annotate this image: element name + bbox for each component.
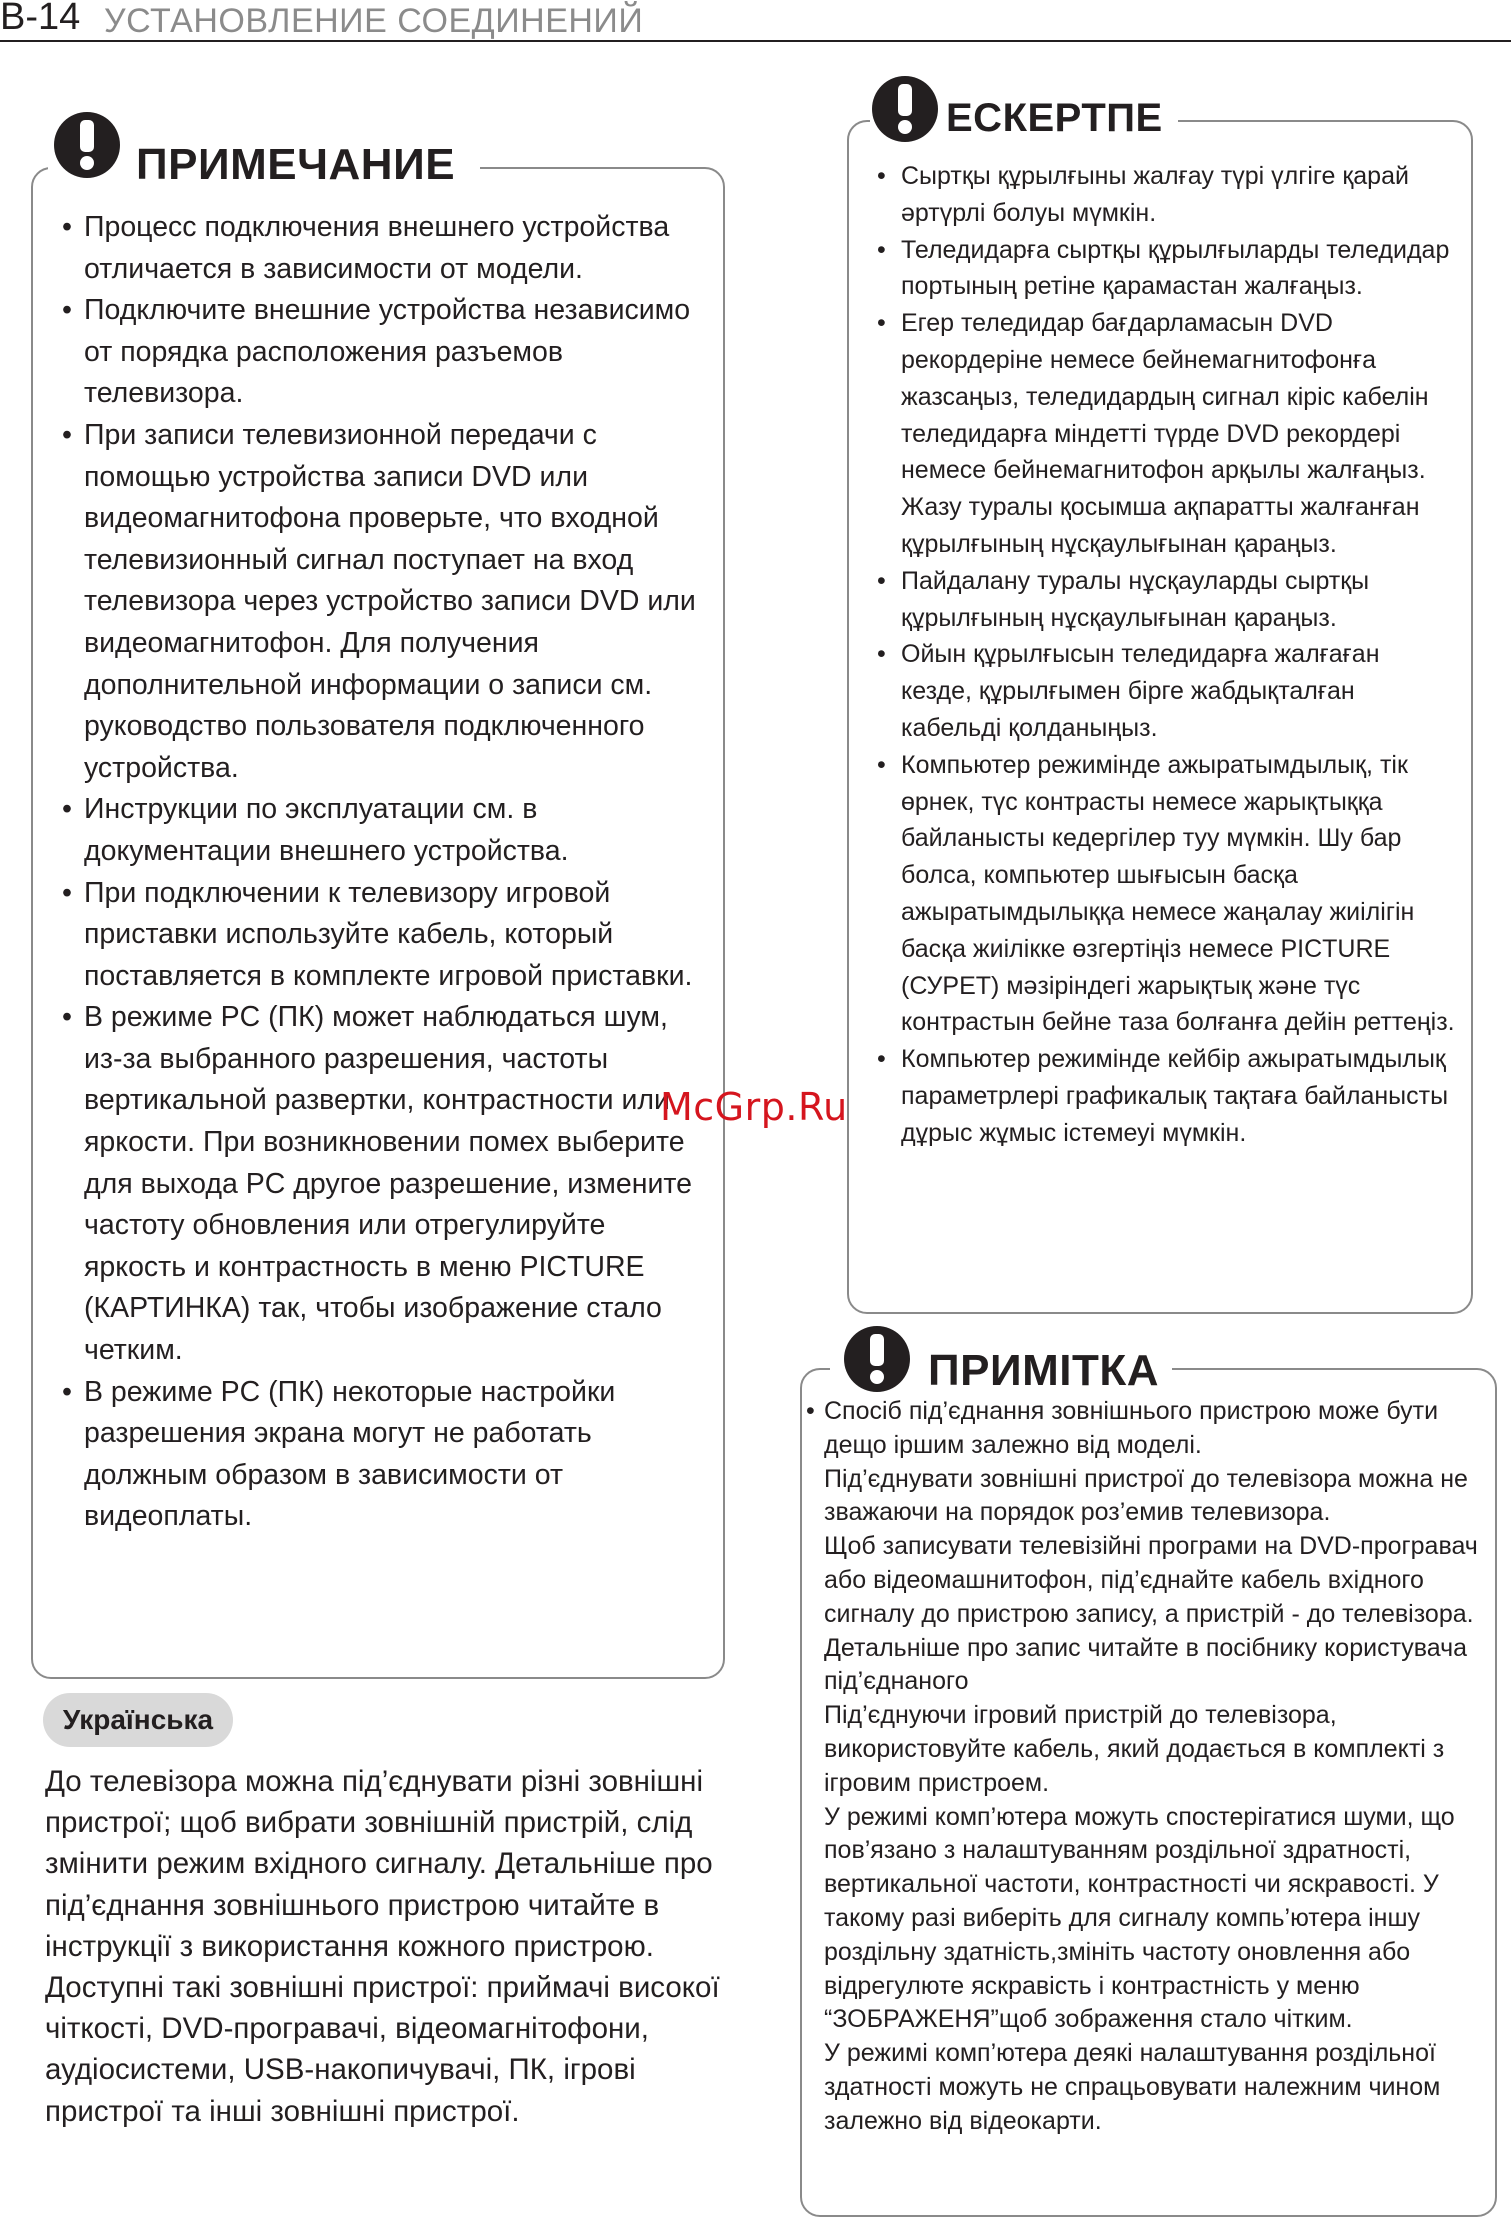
- list-item: • Подключите внешние устройства независимо от порядка расположения разъемов телевизора.: [62, 290, 712, 415]
- watermark: McGrp.Ru: [660, 1085, 848, 1129]
- list-item: • Ойын құрылғысын теледидарға жалғаған кезде, құрылғымен бірге жабдықталған кабельді қолданыңыз.: [877, 636, 1457, 746]
- list-item: • Теледидарға сыртқы құрылғыларды теледидар портының ретіне қарамастан жалғаңыз.: [877, 232, 1457, 306]
- list-item: • В режиме PC (ПК) может наблюдаться шум, из-за выбранного разрешения, частоты вертикальной развертки, контрастности или яркости. При возникновении помех выберите для выхода PC другое разрешение, измените частоту обновления или отрегулируйте яркость и контрастность в меню PICTURE (КАРТИНКА) так, чтобы изображение стало четким.: [62, 997, 712, 1371]
- language-badge: Українська: [43, 1693, 233, 1747]
- note-title-kz: ЕСКЕРТПЕ: [946, 96, 1163, 140]
- list-item: • Инструкции по эксплуатации см. в документации внешнего устройства.: [62, 789, 712, 872]
- list-item: • Компьютер режимінде ажыратымдылық, тік өрнек, түс контрасты немесе жарықтыққа байланысты кедергілер туу мүмкін. Шу бар болса, компьютер шығысын басқа ажыратымдылыққа немесе жаңалау жиілігін басқа жиілікке өзгертіңіз немесе PICTURE (СУРЕТ) мәзіріндегі жарықтық және түс контрастын бейне таза болғанға дейін реттеңіз.: [877, 747, 1457, 1041]
- list-item: • При подключении к телевизору игровой приставки используйте кабель, который поставляется в комплекте игровой приставки.: [62, 873, 712, 998]
- list-item: • В режиме PC (ПК) некоторые настройки разрешения экрана могут не работать должным образом в зависимости от видеоплаты.: [62, 1372, 712, 1538]
- list-item: • Егер теледидар бағдарламасын DVD рекордеріне немесе бейнемагнитофонға жазсаңыз, теледидардың сигнал кіріс кабелін теледидарға міндетті түрде DVD рекордері немесе бейнемагнитофон арқылы жалғаңыз. Жазу туралы қосымша ақпаратты жалғанған құрылғының нұсқаулығынан қараңыз.: [877, 305, 1457, 563]
- list-item: • Компьютер режимінде кейбір ажыратымдылық параметрлері графикалық тақтаға байланысты дұрыс жұмыс істемеуі мүмкін.: [877, 1041, 1457, 1151]
- paragraph: Щоб записувати телевізійні програми на DVD-програвач або відеомашнитофон, під’єднайте кабель вхідного сигналу до пристрою запису, а пристрій - до телевізора. Детальніше про запис читайте в посібнику користувача під’єднаного: [824, 1532, 1478, 1696]
- page-header: [0, 0, 1511, 42]
- exclamation-icon: [844, 1326, 910, 1392]
- page-number: B-14: [0, 0, 81, 38]
- list-item: • Сыртқы құрылғыны жалғау түрі үлгіге қарай әртүрлі болуы мүмкін.: [877, 158, 1457, 232]
- list-item: • При записи телевизионной передачи с помощью устройства записи DVD или видеомагнитофона проверьте, что входной телевизионный сигнал поступает на вход телевизора через устройство записи DVD или видеомагнитофон. Для получения дополнительной информации о записи см. руководство пользователя подключенного устройства.: [62, 415, 712, 789]
- exclamation-icon: [872, 76, 938, 142]
- paragraph: Під’єднуючи ігровий пристрій до телевізора, використовуйте кабель, який додається в комплекті з ігровим пристроем.: [824, 1701, 1445, 1797]
- list-item: • Процесс подключения внешнего устройства отличается в зависимости от модели.: [62, 207, 712, 290]
- page-title: УСТАНОВЛЕНИЕ СОЕДИНЕНИЙ: [104, 2, 644, 40]
- paragraph: У режимі комп’ютера можуть спостерігатися шуми, що пов’язано з налаштуванням роздільної здратності, вертикальної частоти, контрастності чи яскравості. У такому разі виберіть для сигналу компь’ютера іншу роздільну здатність,змініть частоту оновлення або відрегулюте яскравість і контрастність у меню “ЗОБРАЖЕНЯ”щоб зображення стало чітким.: [824, 1802, 1455, 2034]
- note-title-ua: ПРИМІТКА: [928, 1346, 1159, 1395]
- note-list-kz: [877, 158, 1457, 1152]
- note-list-ru: [62, 207, 712, 1538]
- paragraph: • Спосіб під’єднання зовнішнього пристрою може бути дещо іршим залежно від моделі.: [806, 1395, 1496, 1463]
- exclamation-icon: [54, 112, 120, 178]
- note-title-ru: ПРИМЕЧАНИЕ: [136, 140, 456, 189]
- language-intro: До телевізора можна під’єднувати різні зовнішні пристрої; щоб вибрати зовнішній пристрій, слід змінити режим вхідного сигналу. Детальніше про під’єднання зовнішнього пристрою читайте в інструкції з використання кожного пристрою. Доступні такі зовнішні пристрої: приймачі високої чіткості, DVD-програвачі, відеомагнітофони, аудіосистеми, USB-накопичувачі, ПК, ігрові пристрої та інші зовнішні пристрої.: [45, 1765, 720, 2128]
- paragraph: У режимі комп’ютера деякі налаштування роздільної здатності можуть не спрацьовувати належним чином залежно від відеокарти.: [824, 2039, 1441, 2135]
- paragraph: Під’єднувати зовнішні пристрої до телевізора можна не зважаючи на порядок роз’емив телевизора.: [824, 1464, 1468, 1527]
- note-text-ua: [806, 1395, 1496, 2139]
- list-item: • Пайдалану туралы нұсқауларды сыртқы құрылғының нұсқаулығынан қараңыз.: [877, 563, 1457, 637]
